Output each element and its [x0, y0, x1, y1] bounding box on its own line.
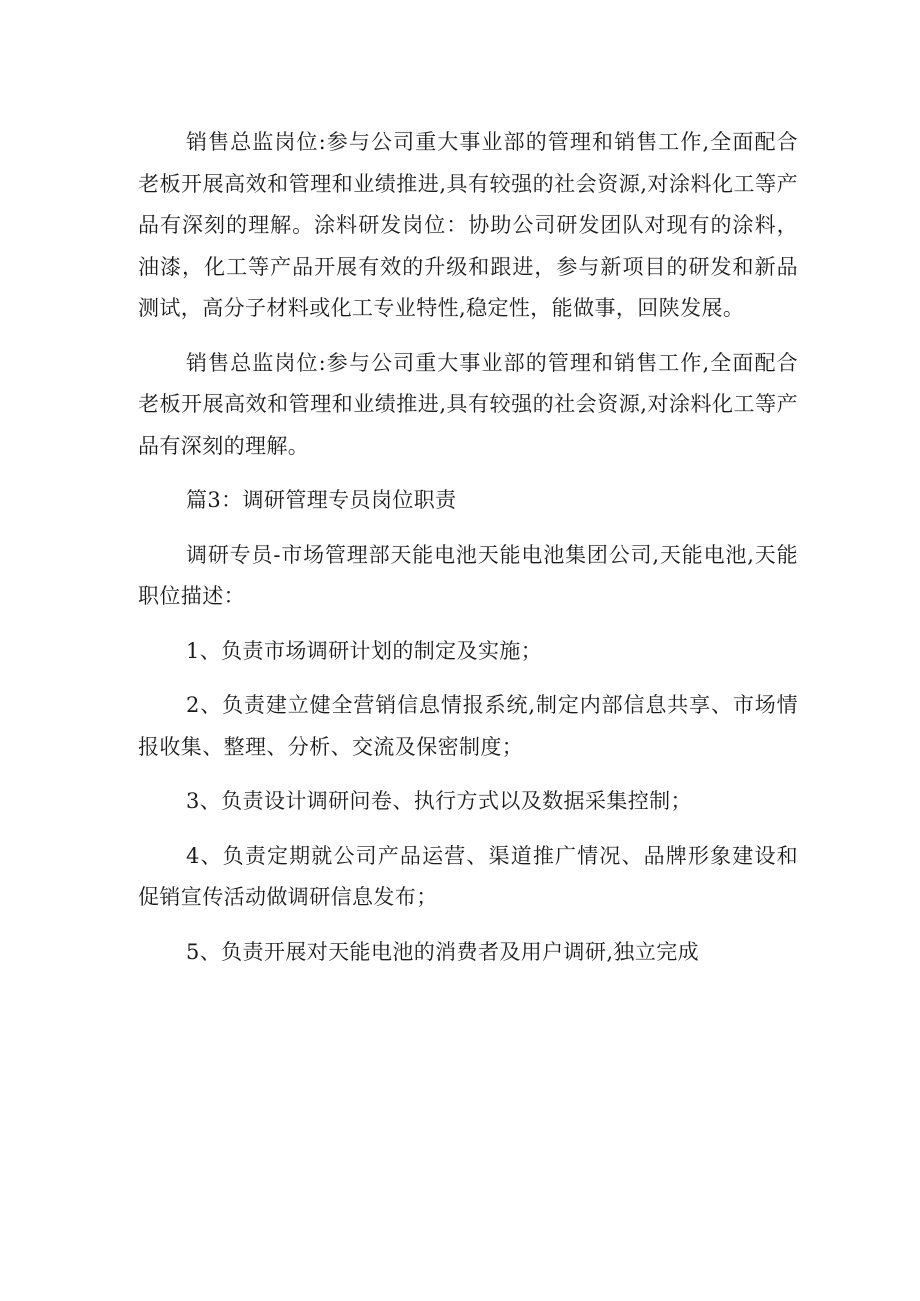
- duty-item-5: 5、负责开展对天能电池的消费者及用户调研,独立完成: [186, 939, 700, 964]
- paragraph-sales-director: 销售总监岗位:参与公司重大事业部的管理和销售工作,全面配合老板开展高效和管理和业绩推进,具有较强的社会资源,对涂料化工等产品有深刻的理解。: [138, 350, 798, 458]
- duty-item-4: 4、负责定期就公司产品运营、渠道推广情况、品牌形象建设和促销宣传活动做调研信息发布；: [138, 843, 798, 909]
- duty-item-2: 2、负责建立健全营销信息情报系统,制定内部信息共享、市场情报收集、整理、分析、交流及保密制度；: [138, 693, 798, 759]
- duty-item-1: 1、负责市场调研计划的制定及实施；: [186, 638, 543, 663]
- paragraph-job-intro: 调研专员-市场管理部天能电池天能电池集团公司,天能电池,天能职位描述：: [138, 542, 798, 608]
- section-heading: 篇3：调研管理专员岗位职责: [186, 488, 457, 512]
- document-body: [138, 122, 798, 986]
- paragraph-sales-director-and-rd: 销售总监岗位:参与公司重大事业部的管理和销售工作,全面配合老板开展高效和管理和业绩推进,具有较强的社会资源,对涂料化工等产品有深刻的理解。涂料研发岗位：协助公司研发团队对现有的涂料，油漆，化工等产品开展有效的升级和跟进，参与新项目的研发和新品测试，高分子材料或化工专业特性,稳定性，能做事，回陕发展。: [138, 130, 798, 320]
- duty-item-3: 3、负责设计调研问卷、执行方式以及数据采集控制；: [186, 789, 692, 813]
